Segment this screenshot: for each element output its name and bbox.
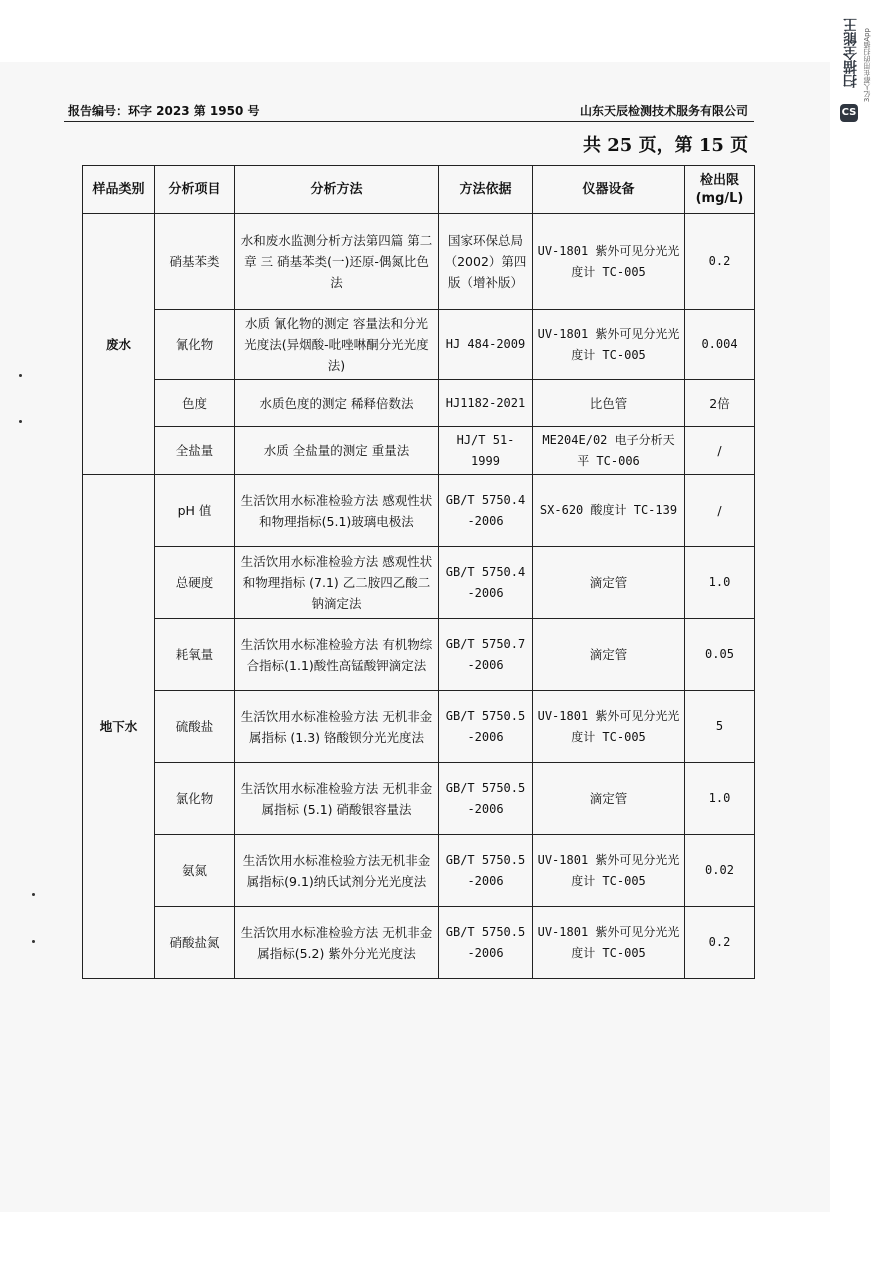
- scan-speck: [32, 940, 35, 943]
- basis-cell: GB/T 5750.5-2006: [439, 691, 533, 763]
- item-cell: 氯化物: [155, 763, 235, 835]
- table-row: [83, 380, 755, 427]
- basis-cell: GB/T 5750.4-2006: [439, 547, 533, 619]
- table-row: [83, 475, 755, 547]
- report-number: 报告编号：环字 2023 第 1950 号: [68, 104, 260, 118]
- limit-cell: /: [685, 475, 755, 547]
- watermark-logo-icon: CS: [840, 104, 858, 122]
- scan-speck: [32, 893, 35, 896]
- table-row: [83, 907, 755, 979]
- instrument-cell: 滴定管: [533, 547, 685, 619]
- column-header: 方法依据: [439, 166, 533, 214]
- instrument-cell: ME204E/02 电子分析天平 TC-006: [533, 427, 685, 475]
- instrument-cell: 滴定管: [533, 619, 685, 691]
- method-cell: 生活饮用水标准检验方法 有机物综合指标(1.1)酸性高锰酸钾滴定法: [235, 619, 439, 691]
- item-cell: 硝酸盐氮: [155, 907, 235, 979]
- item-cell: 全盐量: [155, 427, 235, 475]
- table-header-row: [83, 166, 755, 214]
- table-row: [83, 427, 755, 475]
- method-cell: 水质 氰化物的测定 容量法和分光光度法(异烟酸-吡唑啉酮分光光度法): [235, 310, 439, 380]
- instrument-cell: UV-1801 紫外可见分光光度计 TC-005: [533, 907, 685, 979]
- instrument-cell: SX-620 酸度计 TC-139: [533, 475, 685, 547]
- table-row: [83, 835, 755, 907]
- method-cell: 生活饮用水标准检验方法 无机非金属指标 (1.3) 铬酸钡分光光度法: [235, 691, 439, 763]
- scanner-watermark: [838, 18, 884, 128]
- table-row: [83, 310, 755, 380]
- item-cell: 总硬度: [155, 547, 235, 619]
- limit-cell: 2倍: [685, 380, 755, 427]
- limit-cell: 0.02: [685, 835, 755, 907]
- basis-cell: GB/T 5750.4-2006: [439, 475, 533, 547]
- table-row: [83, 619, 755, 691]
- column-header: 检出限 (mg/L): [685, 166, 755, 214]
- item-cell: 耗氧量: [155, 619, 235, 691]
- item-cell: pH 值: [155, 475, 235, 547]
- item-cell: 硫酸盐: [155, 691, 235, 763]
- basis-cell: GB/T 5750.7-2006: [439, 619, 533, 691]
- column-header: 样品类别: [83, 166, 155, 214]
- item-cell: 氨氮: [155, 835, 235, 907]
- method-cell: 生活饮用水标准检验方法 无机非金属指标 (5.1) 硝酸银容量法: [235, 763, 439, 835]
- column-header: 分析项目: [155, 166, 235, 214]
- method-cell: 生活饮用水标准检验方法 无机非金属指标(5.2) 紫外分光光度法: [235, 907, 439, 979]
- scan-speck: [19, 420, 22, 423]
- table-row: [83, 763, 755, 835]
- limit-cell: 1.0: [685, 547, 755, 619]
- column-header: 分析方法: [235, 166, 439, 214]
- limit-cell: 0.004: [685, 310, 755, 380]
- limit-cell: /: [685, 427, 755, 475]
- basis-cell: GB/T 5750.5-2006: [439, 907, 533, 979]
- analysis-methods-table: [82, 165, 755, 979]
- header-divider: [64, 121, 754, 122]
- basis-cell: HJ1182-2021: [439, 380, 533, 427]
- category-cell: 地下水: [83, 475, 155, 979]
- method-cell: 水质色度的测定 稀释倍数法: [235, 380, 439, 427]
- instrument-cell: 滴定管: [533, 763, 685, 835]
- method-cell: 水和废水监测分析方法第四篇 第二章 三 硝基苯类(一)还原-偶氮比色法: [235, 214, 439, 310]
- basis-cell: HJ/T 51-1999: [439, 427, 533, 475]
- table-row: [83, 691, 755, 763]
- basis-cell: GB/T 5750.5-2006: [439, 763, 533, 835]
- scan-speck: [19, 374, 22, 377]
- limit-cell: 5: [685, 691, 755, 763]
- limit-cell: 0.05: [685, 619, 755, 691]
- item-cell: 氰化物: [155, 310, 235, 380]
- category-cell: 废水: [83, 214, 155, 475]
- basis-cell: GB/T 5750.5-2006: [439, 835, 533, 907]
- limit-cell: 0.2: [685, 214, 755, 310]
- watermark-subtitle: 3亿人都在用的扫描App: [863, 28, 871, 103]
- column-header: 仪器设备: [533, 166, 685, 214]
- limit-cell: 1.0: [685, 763, 755, 835]
- method-cell: 水质 全盐量的测定 重量法: [235, 427, 439, 475]
- method-cell: 生活饮用水标准检验方法 感观性状和物理指标(5.1)玻璃电极法: [235, 475, 439, 547]
- instrument-cell: UV-1801 紫外可见分光光度计 TC-005: [533, 214, 685, 310]
- instrument-cell: 比色管: [533, 380, 685, 427]
- watermark-title: 扫描全能王: [843, 18, 859, 88]
- table-row: [83, 547, 755, 619]
- instrument-cell: UV-1801 紫外可见分光光度计 TC-005: [533, 691, 685, 763]
- basis-cell: 国家环保总局（2002）第四版（增补版）: [439, 214, 533, 310]
- basis-cell: HJ 484-2009: [439, 310, 533, 380]
- method-cell: 生活饮用水标准检验方法 感观性状和物理指标 (7.1) 乙二胺四乙酸二钠滴定法: [235, 547, 439, 619]
- limit-cell: 0.2: [685, 907, 755, 979]
- method-cell: 生活饮用水标准检验方法无机非金属指标(9.1)纳氏试剂分光光度法: [235, 835, 439, 907]
- item-cell: 色度: [155, 380, 235, 427]
- table-row: [83, 214, 755, 310]
- instrument-cell: UV-1801 紫外可见分光光度计 TC-005: [533, 310, 685, 380]
- instrument-cell: UV-1801 紫外可见分光光度计 TC-005: [533, 835, 685, 907]
- page-info: 共 25 页，第 15 页: [583, 135, 749, 156]
- item-cell: 硝基苯类: [155, 214, 235, 310]
- company-name: 山东天辰检测技术服务有限公司: [580, 104, 749, 118]
